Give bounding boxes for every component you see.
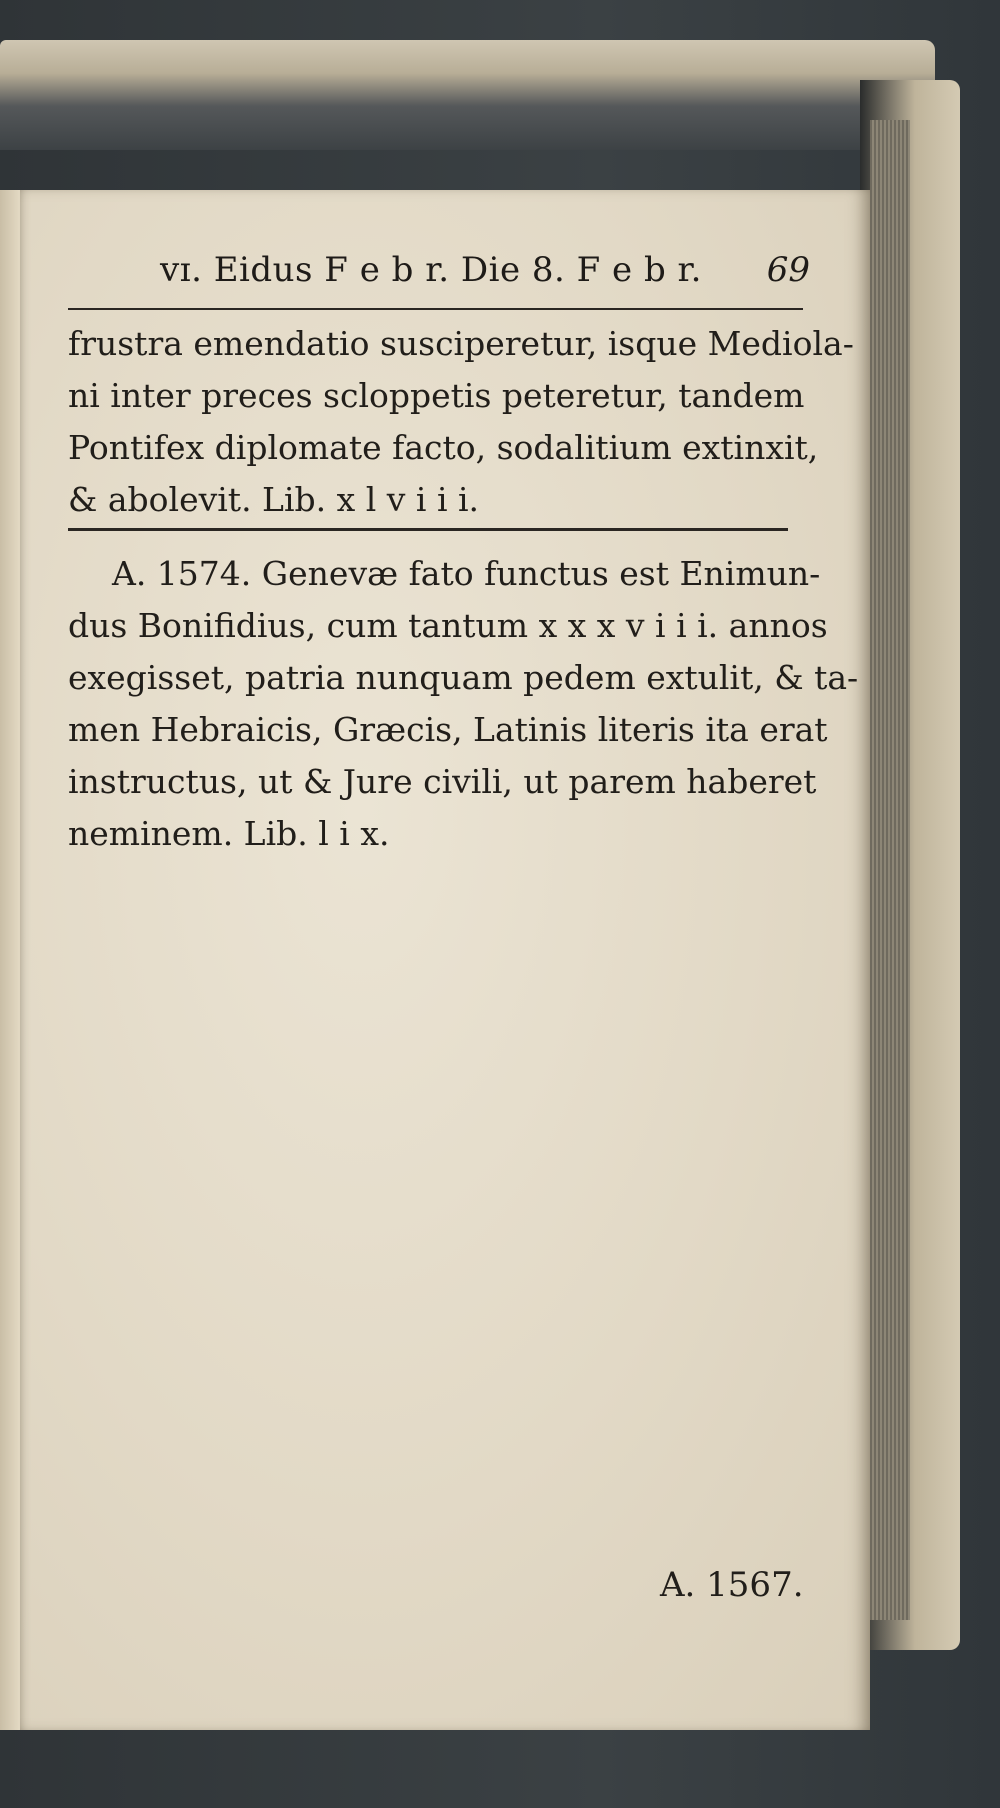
text-line: neminem. Lib. l i x. <box>68 814 390 853</box>
paragraph-continuation <box>68 318 854 526</box>
text-line: Pontifex diplomate facto, sodalitium extinxit, <box>68 428 819 467</box>
running-head: vɪ. Eidus F e b r. Die 8. F e b r. <box>160 250 702 290</box>
book-top-edge <box>0 40 935 150</box>
text-line: instructus, ut & Jure civili, ut parem haberet <box>68 762 817 801</box>
text-line: exegisset, patria nunquam pedem extulit, & ta- <box>68 658 859 697</box>
catchword: A. 1567. <box>660 1565 804 1605</box>
section-divider-rule <box>68 528 788 531</box>
page-header <box>130 250 810 300</box>
page-stack-edge <box>870 120 910 1620</box>
text-line: men Hebraicis, Græcis, Latinis literis ita erat <box>68 710 828 749</box>
text-line: dus Bonifidius, cum tantum x x x v i i i. annos <box>68 606 828 645</box>
text-line: frustra emendatio susciperetur, isque Mediola- <box>68 324 854 363</box>
text-line: A. 1574. Genevæ fato functus est Enimun- <box>112 554 821 593</box>
text-line: & abolevit. Lib. x l v i i i. <box>68 480 480 519</box>
text-line: ni inter preces scloppetis peteretur, tandem <box>68 376 805 415</box>
paragraph-entry <box>68 548 859 860</box>
page-number: 69 <box>766 250 810 290</box>
header-rule <box>68 308 803 310</box>
